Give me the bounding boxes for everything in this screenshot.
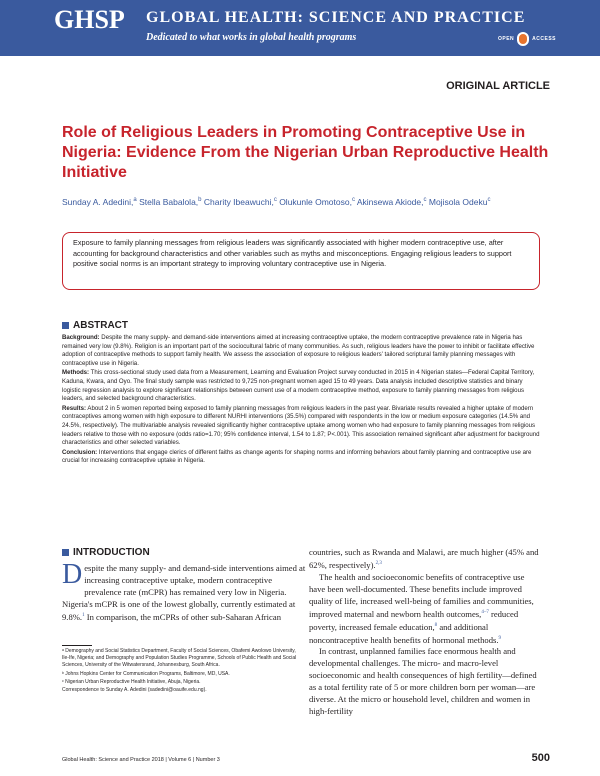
author-name[interactable]: Olukunle Omotoso, bbox=[279, 196, 352, 207]
author-name[interactable]: Stella Babalola, bbox=[139, 196, 199, 207]
intro-text: espite the many supply- and demand-side interventions aimed at increasing contraceptive uptake, modern contraceptive prevalence rate (mCPR) has remained very low in Nigeria. Nigeria's mCPR is one of the lowest globally, currently estimated at 9.8%. bbox=[62, 563, 306, 622]
conclusion-label: Conclusion: bbox=[62, 448, 98, 456]
intro-text-end: In comparison, the mCPRs of other sub-Saharan African bbox=[84, 611, 281, 622]
journal-logo: GHSP bbox=[54, 5, 125, 34]
author-affiliation: c bbox=[273, 197, 277, 203]
author-affiliation: c bbox=[351, 197, 355, 203]
abstract-results bbox=[62, 405, 540, 448]
paragraph-text: countries, such as Rwanda and Malawi, are much higher (45% and 62%, respectively). bbox=[309, 547, 539, 570]
paragraph: In contrast, unplanned families face enormous health and developmental challenges. The micro- and macro-level socioeconomic and health consequences of high fertility—defined as a total fertility rate of 5 or more children born per woman—are diverse. At the micro or household level, children and women in high-fertility bbox=[309, 646, 537, 717]
author-name[interactable]: Akinsewa Akiode, bbox=[356, 196, 424, 207]
correspondence[interactable]: Correspondence to Sunday A. Adedini (sadedini@oauife.edu.ng). bbox=[62, 687, 207, 694]
author-name[interactable]: Sunday A. Adedini, bbox=[62, 196, 134, 207]
article-title: Role of Religious Leaders in Promoting Contraceptive Use in Nigeria: Evidence From the Nigerian Urban Reproductive Health Initiative bbox=[62, 124, 549, 181]
paragraph-text: and additional noncontraceptive health benefits of hormonal methods. bbox=[309, 621, 499, 645]
open-access-icon bbox=[517, 32, 529, 46]
journal-citation-footer: Global Health: Science and Practice 2018 | Volume 6 | Number 3 bbox=[62, 757, 220, 763]
background-text: Despite the many supply- and demand-side interventions aimed at increasing contraceptive uptake, the modern contraceptive prevalence rate in Nigeria has remained very low (9.8%). Religion is an important part of the sociocultural fabric of many communities. As such, religious leaders have the power to inhibit or facilitate effective adoption of contraceptive methods to support family health. We assess the association of exposure to religious leaders' tailored scriptural family planning messages with contraceptive use in Nigeria. bbox=[62, 334, 535, 367]
affiliation-footnotes bbox=[62, 648, 302, 695]
square-bullet-icon bbox=[62, 549, 69, 556]
introduction-heading-label: INTRODUCTION bbox=[73, 547, 150, 558]
results-text: About 2 in 5 women reported being exposed to family planning messages from religious leaders in the past year. Bivariate results revealed a higher uptake of modern contraceptives among women with high exposure to different NURHI interventions (35.5%) compared with respondents in the low or medium exposure categories (14.5% and 24.5%, respectively). The multivariable analysis revealed significantly higher contraceptive uptake among women who had exposure to family planning messages from religious leaders relative to those with no exposure (odds ratio=1.70; 95% confidence interval, 1.54 to 1.87; P<.001). This association remained significant after adjustment for background characteristics and other selected variables. bbox=[62, 404, 540, 447]
citation-ref[interactable]: 2,3 bbox=[375, 561, 382, 566]
drop-cap: D bbox=[62, 559, 83, 590]
footnote-divider bbox=[62, 645, 92, 646]
abstract-heading-label: ABSTRACT bbox=[73, 320, 128, 331]
citation-ref[interactable]: 4–7 bbox=[481, 609, 489, 615]
abstract-conclusion bbox=[62, 449, 540, 466]
square-bullet-icon bbox=[62, 322, 69, 329]
footnote-b: ᵇ Johns Hopkins Center for Communication Programs, Baltimore, MD, USA. bbox=[62, 670, 230, 677]
paragraph bbox=[309, 546, 541, 571]
author-affiliation: c bbox=[487, 197, 491, 203]
abstract-body bbox=[62, 334, 540, 467]
access-label: ACCESS bbox=[532, 36, 556, 42]
introduction-right-column bbox=[309, 546, 541, 717]
footnote-c: ᶜ Nigerian Urban Reproductive Health Initiative, Abuja, Nigeria. bbox=[62, 678, 201, 685]
introduction-left-column bbox=[62, 559, 310, 623]
journal-banner bbox=[0, 0, 600, 56]
author-name[interactable]: Charity Ibeawuchi, bbox=[203, 196, 274, 207]
open-access-badge bbox=[498, 32, 556, 46]
results-label: Results: bbox=[62, 404, 87, 412]
abstract-background bbox=[62, 334, 540, 368]
page-number: 500 bbox=[531, 752, 550, 764]
conclusion-text: Interventions that engage clerics of different faiths as change agents for shaping norms and informing behaviors about family planning and contraceptive use are crucial for increasing contraceptive uptake in Nigeria. bbox=[62, 448, 532, 465]
abstract-methods bbox=[62, 369, 540, 403]
author-affiliation: b bbox=[198, 197, 202, 203]
journal-title: GLOBAL HEALTH: SCIENCE AND PRACTICE bbox=[146, 9, 526, 26]
background-label: Background: bbox=[62, 334, 100, 341]
paragraph-text: The health and socioeconomic benefits of contraceptive use have been well-documented. These benefits include improved quality of life, increased well-being of families and communities, improved maternal and newborn health outcomes, bbox=[309, 571, 534, 619]
citation-ref[interactable]: 1 bbox=[82, 613, 85, 618]
footnote-a: ᵃ Demography and Social Statistics Department, Faculty of Social Sciences, Obafemi Awolowo University, Ile-Ife, Nigeria; and Demography and Population Studies Programme, Schools of Public Health and Social Sciences, University of the Witwatersrand, Johannesburg, South Africa. bbox=[62, 648, 297, 669]
article-type: ORIGINAL ARTICLE bbox=[446, 80, 550, 92]
author-name[interactable]: Mojisola Odeku bbox=[428, 196, 488, 207]
paragraph-text: reduced poverty, increased female education, bbox=[309, 608, 519, 632]
paragraph bbox=[309, 571, 541, 646]
open-label: OPEN bbox=[497, 36, 515, 42]
key-findings-box: Exposure to family planning messages from religious leaders was significantly associated with higher modern contraceptive use, after accounting for background characteristics and other variables such as myths and misconceptions. Engaging religious leaders to support positive social norms is an important strategy to improving voluntary contraceptive use in Nigeria. bbox=[62, 232, 540, 290]
introduction-heading bbox=[62, 547, 150, 558]
author-affiliation: a bbox=[133, 197, 137, 203]
author-list bbox=[62, 194, 552, 208]
methods-label: Methods: bbox=[62, 369, 90, 377]
author-affiliation: c bbox=[423, 197, 427, 203]
citation-ref[interactable]: 9 bbox=[498, 635, 501, 641]
citation-ref[interactable]: 8 bbox=[434, 622, 438, 628]
journal-subtitle: Dedicated to what works in global health programs bbox=[146, 32, 357, 43]
abstract-heading bbox=[62, 320, 128, 331]
methods-text: This cross-sectional study used data from a Measurement, Learning and Evaluation Project survey conducted in 2015 in 4 Nigerian states—Federal Capital Territory, Kaduna, Kwara, and Oyo. The final study sample was restricted to 9,725 non-pregnant women aged 15 to 49 years. Data analysis included descriptive statistics and binary logistic regression analysis to explore significant relationships between current use of a modern contraceptive method, exposure to family planning messages from religious leaders, and selected background characteristics. bbox=[62, 369, 535, 403]
